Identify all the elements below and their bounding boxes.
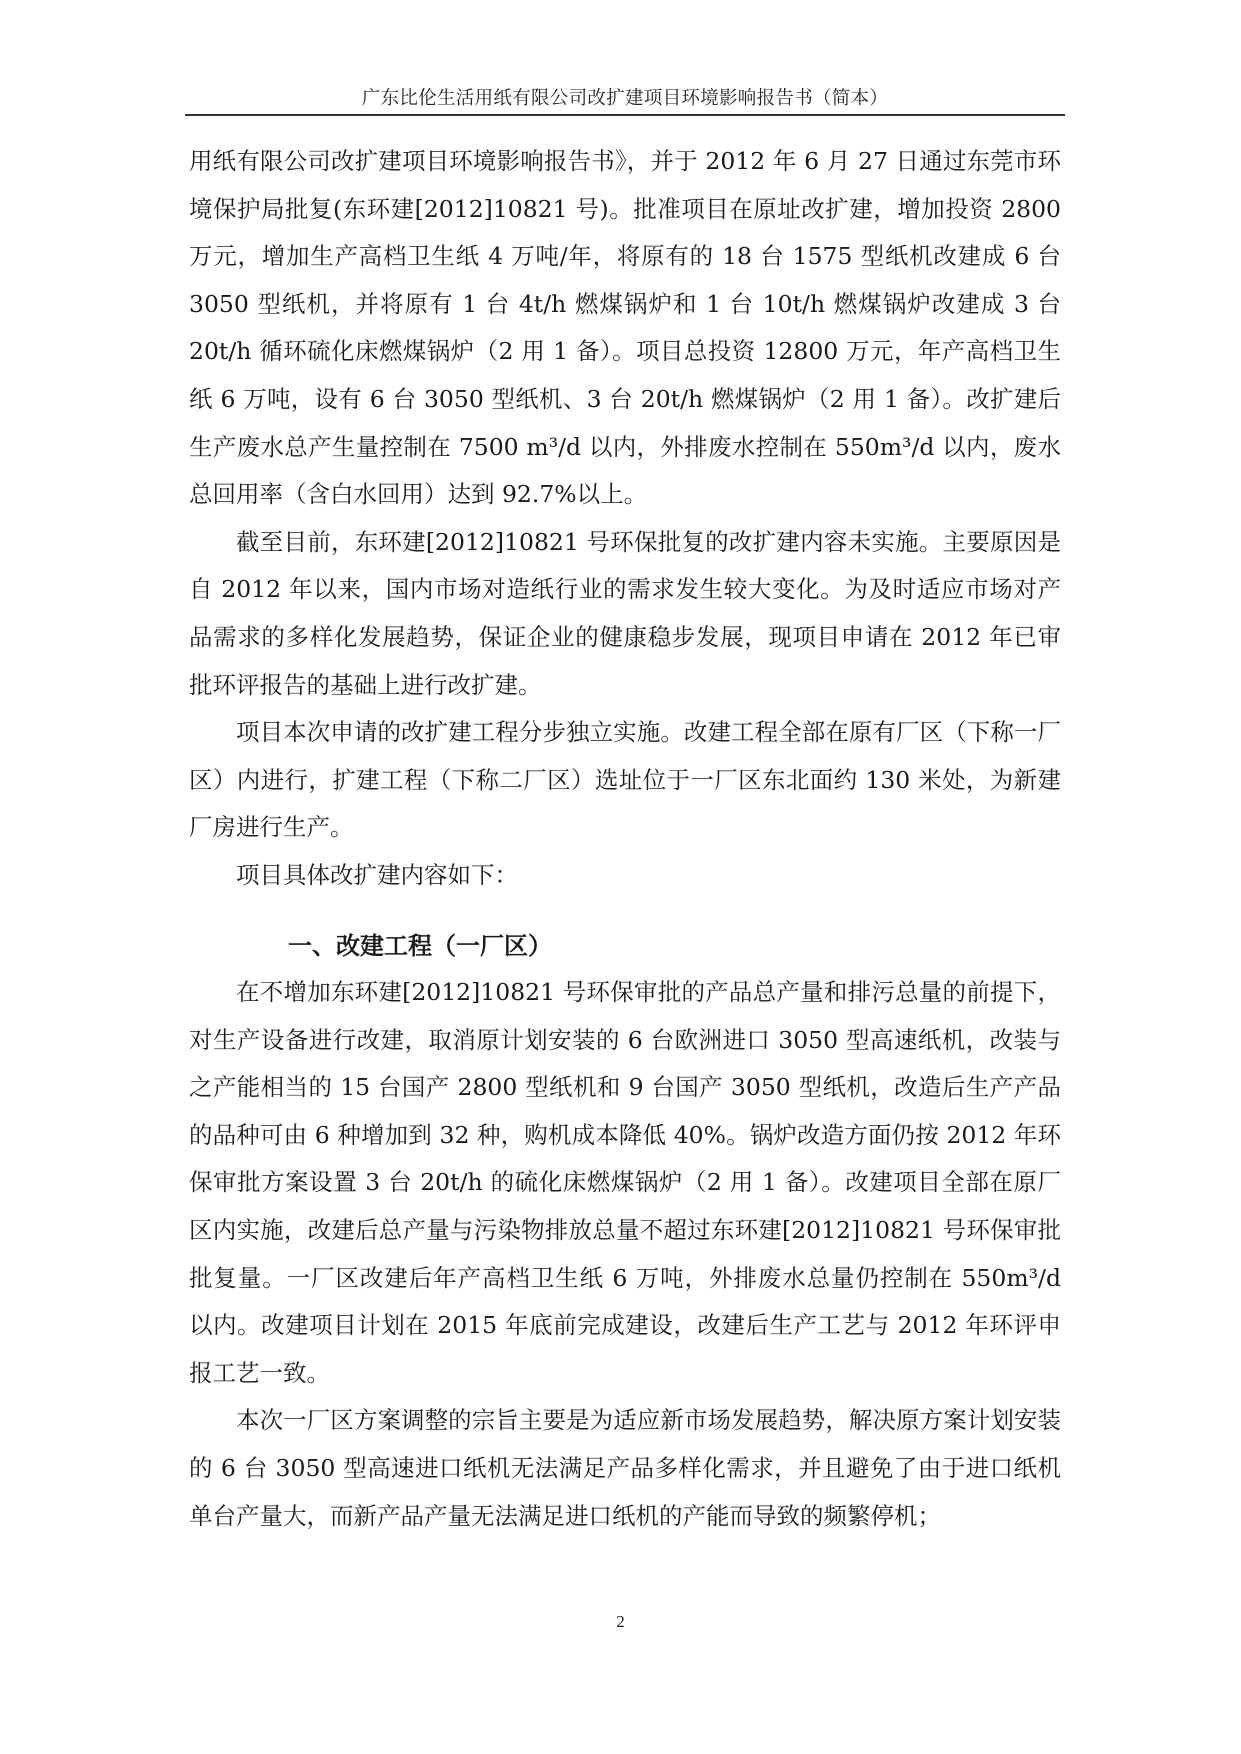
paragraph-intro-list: 项目具体改扩建内容如下： [236,860,518,889]
paragraph-rebuild: 在不增加东环建[2012]10821 号环保审批的产品总产量和排污总量的前提下，对生产设备进行改建，取消原计划安装的 6 台欧洲进口 3050 型高速纸机，改装与之产能相当的 15 台国产 2800 型纸机和 9 台国产 3050 型纸机，改造后生产产品的品种可由 6 种增加到 32 种，购机成本降低 40%。锅炉改造方面仍按 2012 年环保审批方案设置 3 台 20t/h 的硫化床燃煤锅炉（2 用 1 备）。改建项目全部在原厂区内实施，改建后总产量与污染物排放总量不超过东环建[2012]10821 号环保审批批复量。一厂区改建后年产高档卫生纸 6 万吨，外排废水总量仍控制在 550m³/d 以内。改建项目计划在 2015 年底前完成建设，改建后生产工艺与 2012 年环评申报工艺一致。 [189,978,1061,1387]
page-number: 2 [616,1612,625,1631]
paragraph-purpose: 本次一厂区方案调整的宗旨主要是为适应新市场发展趋势，解决原方案计划安装的 6 台 3050 型高速进口纸机无法满足产品多样化需求，并且避免了由于进口纸机单台产量大，而新产品产量无法满足进口纸机的产能而导致的频繁停机； [189,1406,1061,1530]
paragraph-status: 截至目前，东环建[2012]10821 号环保批复的改扩建内容未实施。主要原因是自 2012 年以来，国内市场对造纸行业的需求发生较大变化。为及时适应市场对产品需求的多样化发展趋势，保证企业的健康稳步发展，现项目申请在 2012 年已审批环评报告的基础上进行改扩建。 [189,527,1061,699]
section-spacer [189,900,1061,922]
section-heading: 一、改建工程（一厂区） [288,930,552,960]
body-text [189,138,1061,1540]
paragraph-phases: 项目本次申请的改扩建工程分步独立实施。改建工程全部在原有厂区（下称一厂区）内进行，扩建工程（下称二厂区）选址位于一厂区东北面约 130 米处，为新建厂房进行生产。 [189,718,1061,842]
header-rule [185,114,1065,116]
paragraph-continuation: 用纸有限公司改扩建项目环境影响报告书》，并于 2012 年 6 月 27 日通过东莞市环境保护局批复(东环建[2012]10821 号)。批准项目在原址改扩建，增加投资 2800 万元，增加生产高档卫生纸 4 万吨/年，将原有的 18 台 1575 型纸机改建成 6 台 3050 型纸机，并将原有 1 台 4t/h 燃煤锅炉和 1 台 10t/h 燃煤锅炉改建成 3 台 20t/h 循环硫化床燃煤锅炉（2 用 1 备）。项目总投资 12800 万元，年产高档卫生纸 6 万吨，设有 6 台 3050 型纸机、3 台 20t/h 燃煤锅炉（2 用 1 备）。改扩建后生产废水总产生量控制在 7500 m³/d 以内，外排废水控制在 550m³/d 以内，废水总回用率（含白水回用）达到 92.7%以上。 [189,147,1061,509]
running-header: 广东比伦生活用纸有限公司改扩建项目环境影响报告书（简本） [361,88,889,109]
